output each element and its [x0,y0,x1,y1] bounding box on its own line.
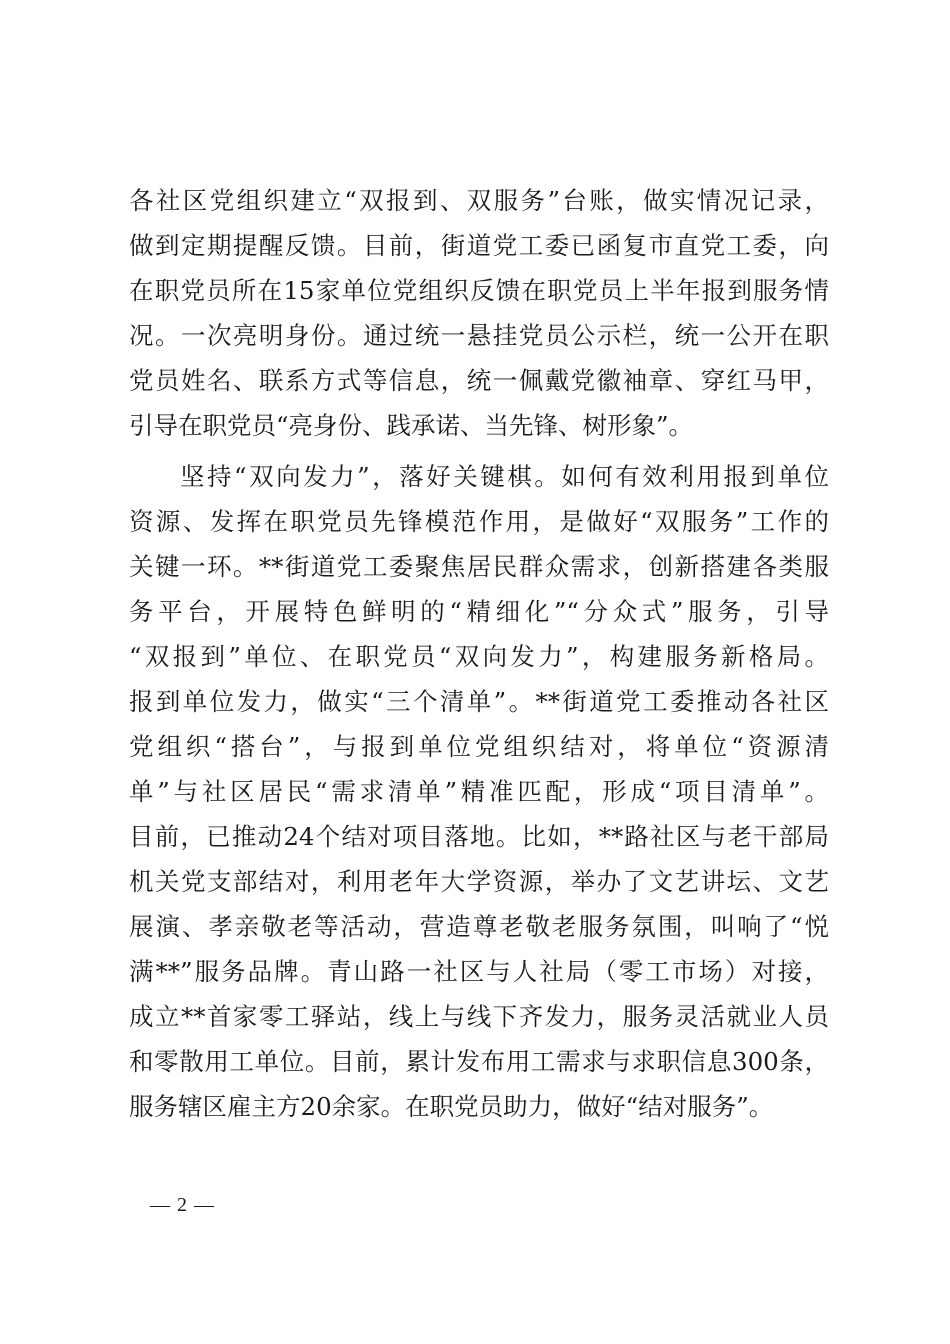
body-text-line: 目前，已推动24个结对项目落地。比如，**路社区与老干部局 [129,822,829,851]
paragraph-first-line: 坚持“双向发力”，落好关键棋。如何有效利用报到单位 [180,462,829,491]
body-text-line: 满**”服务品牌。青山路一社区与人社局（零工市场）对接， [129,957,829,986]
page-number: — 2 — [150,1194,215,1216]
body-text-line: 做到定期提醒反馈。目前，街道党工委已函复市直党工委，向 [129,231,829,260]
body-text-line: 和零散用工单位。目前，累计发布用工需求与求职信息300条， [129,1047,829,1076]
body-text-line: 况。一次亮明身份。通过统一悬挂党员公示栏，统一公开在职 [129,321,829,350]
body-text-line: 资源、发挥在职党员先锋模范作用，是做好“双服务”工作的 [129,507,829,536]
body-text-line: 成立**首家零工驿站，线上与线下齐发力，服务灵活就业人员 [129,1002,829,1031]
body-text-line: 展演、孝亲敬老等活动，营造尊老敬老服务氛围，叫响了“悦 [129,912,829,941]
body-text-line: 党组织“搭台”，与报到单位党组织结对，将单位“资源清 [129,732,829,761]
body-text-line: 党员姓名、联系方式等信息，统一佩戴党徽袖章、穿红马甲， [129,366,829,395]
body-text-line: 服务辖区雇主方20余家。在职党员助力，做好“结对服务”。 [129,1092,774,1121]
body-text-line: 单”与社区居民“需求清单”精准匹配，形成“项目清单”。 [129,777,829,806]
body-text-line: 报到单位发力，做实“三个清单”。**街道党工委推动各社区 [129,687,829,716]
body-text-line: “双报到”单位、在职党员“双向发力”，构建服务新格局。 [129,642,829,671]
body-text-line: 关键一环。**街道党工委聚焦居民群众需求，创新搭建各类服 [129,552,829,581]
body-text-line: 各社区党组织建立“双报到、双服务”台账，做实情况记录， [129,186,829,215]
body-text-line: 在职党员所在15家单位党组织反馈在职党员上半年报到服务情 [129,276,829,305]
body-text-line: 务平台，开展特色鲜明的“精细化”“分众式”服务，引导 [129,597,829,626]
body-text-line: 引导在职党员“亮身份、践承诺、当先锋、树形象”。 [129,411,694,440]
body-text-line: 机关党支部结对，利用老年大学资源，举办了文艺讲坛、文艺 [129,867,829,896]
